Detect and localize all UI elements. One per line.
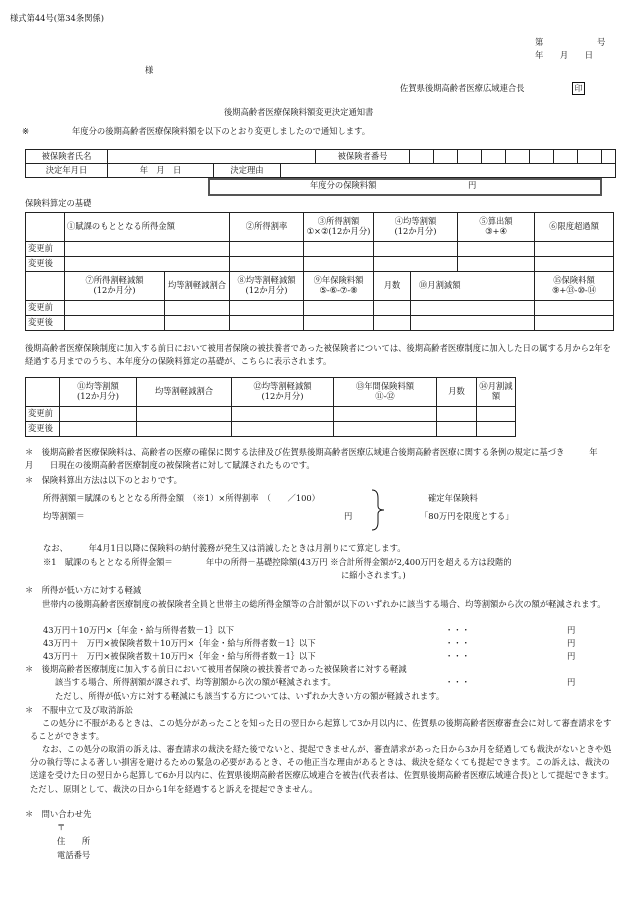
col-months: 月数 [374, 272, 411, 301]
dependent-line: 該当する場合、所得割額が課されず、均等割額から次の額が軽減されます。 [55, 677, 336, 687]
premium-unit: 円 [468, 180, 477, 190]
document-title: 後期高齢者医療保険料額変更決定通知書 [224, 107, 374, 117]
dots: ・・・ [445, 677, 470, 687]
premium-box [208, 178, 602, 196]
calc-line-income: 所得割額＝賦課のもととなる所得金額 （※1）×所得割率 （ ／100） [43, 493, 320, 503]
col-monthly-reduction: ⑩月割減額 [411, 272, 535, 301]
row-before-2: 変更前 [26, 301, 65, 316]
col2-months: 月数 [437, 378, 477, 407]
col2-annual-premium: ⑬年間保険料額 ⑪-⑫ [334, 378, 437, 407]
row-before: 変更前 [26, 242, 65, 257]
addressee-sama: 様 [145, 65, 154, 75]
dots: ・・・ [445, 651, 470, 661]
yen-unit: 円 [567, 638, 576, 648]
intro-mark: ※ [22, 126, 29, 136]
col-premium-amount: ⑮保険料額 ⑨+⑬-⑩-⑭ [535, 272, 614, 301]
dependent-heading: ＊ 後期高齢者医療制度に加入する前日において被用者保険の被扶養者であった被保険者に対する軽減 [25, 664, 407, 674]
reason-label: 決定理由 [214, 164, 281, 178]
calc-line-per-capita: 均等割額＝ [43, 511, 85, 521]
yen-unit: 円 [567, 651, 576, 661]
appeal-heading: ＊ 不服申立て及び取消訴訟 [25, 705, 133, 715]
low-income-line-1: 43万円＋10万円×｛年金・給与所得者数－1｝以下 [43, 625, 234, 635]
col-annual-premium: ⑨年保険料額 ⑤-⑥-⑦-⑧ [304, 272, 374, 301]
dots: ・・・ [445, 638, 470, 648]
dots: ・・・ [445, 625, 470, 635]
low-income-heading: ＊ 所得が低い方に対する軽減 [25, 585, 142, 595]
appeal-text-1: この処分に不服があるときは、この処分があったことを知った日の翌日から起算して3か月以内に、佐賀県の後期高齢者医療審査会に対して審査請求をすることができます。 [30, 718, 612, 742]
col-income-reduction: ⑦所得割軽減額 (12か月分) [65, 272, 165, 301]
form-number: 様式第44号(第34条関係) [10, 13, 104, 23]
confirmed-premium-label: 確定年保険料 [428, 493, 478, 503]
low-income-line-2: 43万円＋ 万円×被保険者数＋10万円×｛年金・給与所得者数－1｝以下 [43, 638, 316, 648]
row2-before: 変更前 [26, 407, 60, 422]
name-value [108, 150, 316, 164]
reason-value [281, 164, 616, 178]
insured-info-table [25, 149, 616, 178]
number-label: 被保険者番号 [316, 150, 410, 164]
dependent-note: ただし、所得が低い方に対する軽減にも該当する方については、いずれか大きい方の額が軽減されます。 [55, 691, 445, 701]
former-dependent-table [25, 377, 516, 437]
issuer-name: 佐賀県後期高齢者医療広域連合長 [400, 83, 525, 93]
yen-unit: 円 [567, 625, 576, 635]
appeal-text-2: なお、この処分の取消の訴えは、審査請求の裁決を経た後でないと、提起できませんが、審査請求があった日から3か月を経過しても裁決がないときや処分の執行等による著しい損害を避けるための緊急の必要があるとき、その他正当な理由があるときは、裁決を経なくても提起できます。この訴えは、裁決の送達を受けた日の翌日から起算して6か月以内に、佐賀県後期高齢者医療広域連合を被告(代表者は、佐賀県後期高齢者医療広域連合長)として提起できます。ただし、原則として、裁決の日から1年を経過すると訴えを提起できません。 [30, 744, 614, 794]
premium-cap-label: 「80万円を限度とする」 [420, 511, 514, 521]
legal-basis-note: ＊ 後期高齢者医療保険料は、高齢者の医療の確保に関する法律及び佐賀県後期高齢者医療広域連合後期高齢者医療に関する条例の規定に基づき 年 月 日現在の後期高齢者医療制度の被保険者に対して賦課されたものです。 [25, 447, 615, 471]
brace-icon [370, 488, 386, 532]
calc-heading: ＊ 保険料算出方法は以下のとおりです。 [25, 475, 182, 485]
premium-label: 年度分の保険料額 [310, 180, 377, 190]
document-no-label: 第 [535, 37, 544, 47]
col-rate: ②所得割率 [230, 213, 304, 242]
row-after: 変更後 [26, 257, 65, 272]
former-dependent-note: 後期高齢者医療保険制度に加入する前日において被用者保険の被扶養者であった被保険者については、後期高齢者医療制度に加入した日の属する月から2年を経過する月までのうち、本年度分の保険料算定の基礎が、こちらに表示されます。 [25, 343, 611, 367]
col-per-capita-reduction: ⑧均等割軽減額 (12か月分) [230, 272, 304, 301]
decision-date-value: 年 月 日 [108, 164, 214, 178]
col2-monthly-reduction: ⑭月割減額 [477, 378, 516, 407]
col2-per-capita: ⑪均等割額 (12か月分) [60, 378, 137, 407]
footnote-1-cont: に縮小されます。) [341, 570, 406, 580]
col-calculated: ⑤算出額 ③+④ [458, 213, 535, 242]
footnote-1: ※1 賦課のもととなる所得金額＝ 年中の所得－基礎控除額(43万円 ※合計所得金額が2,400万円を超える方は段階的 [43, 557, 512, 567]
col-reduction-ratio: 均等割軽減割合 [165, 272, 230, 301]
low-income-text: 世帯内の後期高齢者医療制度の被保険者全員と世帯主の総所得金額等の合計額が以下のいずれかに該当する場合、均等割額から次の額が軽減されます。 [42, 599, 606, 609]
address-label: 住 所 [57, 836, 91, 846]
basis-heading: 保険料算定の基礎 [25, 198, 92, 208]
intro-text: 年度分の後期高齢者医療保険料額を以下のとおり変更しましたので通知します。 [72, 126, 371, 136]
calc-yen: 円 [344, 511, 353, 521]
document-no-suffix: 号 [597, 37, 606, 47]
col-income-levy: ③所得割額 ①×②(12か月分) [304, 213, 374, 242]
low-income-line-3: 43万円＋ 万円×被保険者数＋10万円×｛年金・給与所得者数－1｝以下 [43, 651, 316, 661]
monthly-proration-note: なお、 年4月1日以降に保険料の納付義務が発生又は消滅したときは月割りにて算定します。 [43, 543, 406, 553]
zip-mark: 〒 [57, 822, 66, 832]
row2-after: 変更後 [26, 422, 60, 437]
col2-reduction-ratio: 均等割軽減割合 [137, 378, 232, 407]
contact-heading: ＊ 問い合わせ先 [25, 809, 92, 819]
yen-unit: 円 [567, 677, 576, 687]
seal-stamp: 印 [572, 82, 585, 95]
col2-per-capita-reduction: ⑫均等割軽減額 (12か月分) [232, 378, 334, 407]
decision-date-label: 決定年月日 [26, 164, 108, 178]
name-label: 被保険者氏名 [26, 150, 108, 164]
col-per-capita: ④均等割額 (12か月分) [374, 213, 458, 242]
col-excess: ⑥限度超過額 [535, 213, 614, 242]
issue-date: 年 月 日 [535, 50, 594, 60]
row-after-2: 変更後 [26, 316, 65, 331]
col-income: ①賦課のもととなる所得金額 [65, 213, 230, 242]
basis-table [25, 212, 614, 331]
phone-label: 電話番号 [57, 850, 91, 860]
